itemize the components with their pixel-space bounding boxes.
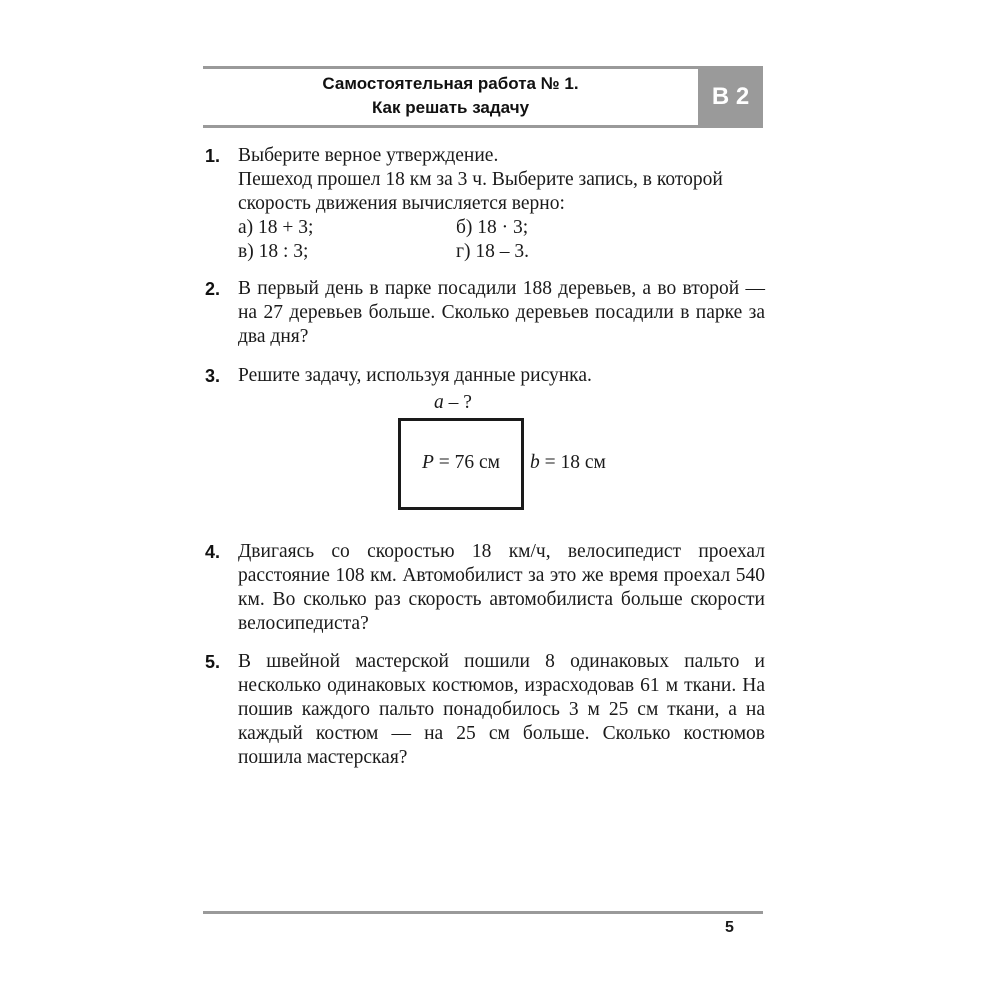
task-5 <box>205 650 765 770</box>
perimeter-label <box>398 451 524 475</box>
side-b-label <box>530 451 606 475</box>
var-b: b <box>530 452 540 473</box>
task-text <box>238 144 765 216</box>
task-2 <box>205 277 765 349</box>
side-a-label <box>434 391 472 415</box>
task-number: 3. <box>205 366 221 386</box>
task-number: 2. <box>205 279 221 299</box>
task-number: 1. <box>205 146 221 166</box>
task-text: В первый день в парке посадили 188 деревьев, а во второй — на 27 деревьев больше. Сколько деревьев посадили в парке за два дня? <box>238 278 765 347</box>
option-b: б) 18 · 3; <box>456 217 529 238</box>
option-a: а) 18 + 3; <box>238 217 314 238</box>
side-b-value: = 18 см <box>539 452 606 473</box>
title-line-2: Как решать задачу <box>371 98 530 117</box>
header-top-rule <box>203 66 698 69</box>
var-p: P <box>421 452 434 473</box>
task-text: Решите задачу, используя данные рисунка. <box>238 365 592 386</box>
option-v: в) 18 : 3; <box>238 241 309 262</box>
title-line-1: Самостоятельная работа № 1. <box>322 74 579 93</box>
task-text: В швейной мастерской пошили 8 одинаковых пальто и несколько одинаковых костюмов, израсходовав 61 м ткани. На пошив каждого пальто понадобилось 3 м 25 см ткани, а на каждый костюм — на 25 см больше. Сколько костюмов пошила мастерская? <box>238 651 765 768</box>
task-number: 5. <box>205 652 221 672</box>
var-a: a <box>434 392 444 413</box>
header-bottom-rule <box>203 125 698 128</box>
variant-badge: В 2 <box>698 66 763 128</box>
task-question: Пешеход прошел 18 км за 3 ч. Выберите запись, в которой скорость движения вычисляется верно: <box>238 169 723 214</box>
task-1 <box>205 144 765 264</box>
task-number: 4. <box>205 542 221 562</box>
page-title <box>203 72 698 120</box>
task-4 <box>205 540 765 636</box>
task-3 <box>205 364 765 388</box>
side-a-value: – ? <box>443 392 472 413</box>
task-instruction: Выберите верное утверждение. <box>238 145 499 166</box>
task-text: Двигаясь со скоростью 18 км/ч, велосипедист проехал расстояние 108 км. Автомобилист за это же время проехал 540 км. Во сколько раз скорость автомобилиста больше скорости велосипедиста? <box>238 541 765 634</box>
perimeter-value: = 76 см <box>433 452 501 473</box>
footer-rule <box>203 911 763 914</box>
page-number: 5 <box>725 919 734 936</box>
option-g: г) 18 – 3. <box>456 241 529 262</box>
